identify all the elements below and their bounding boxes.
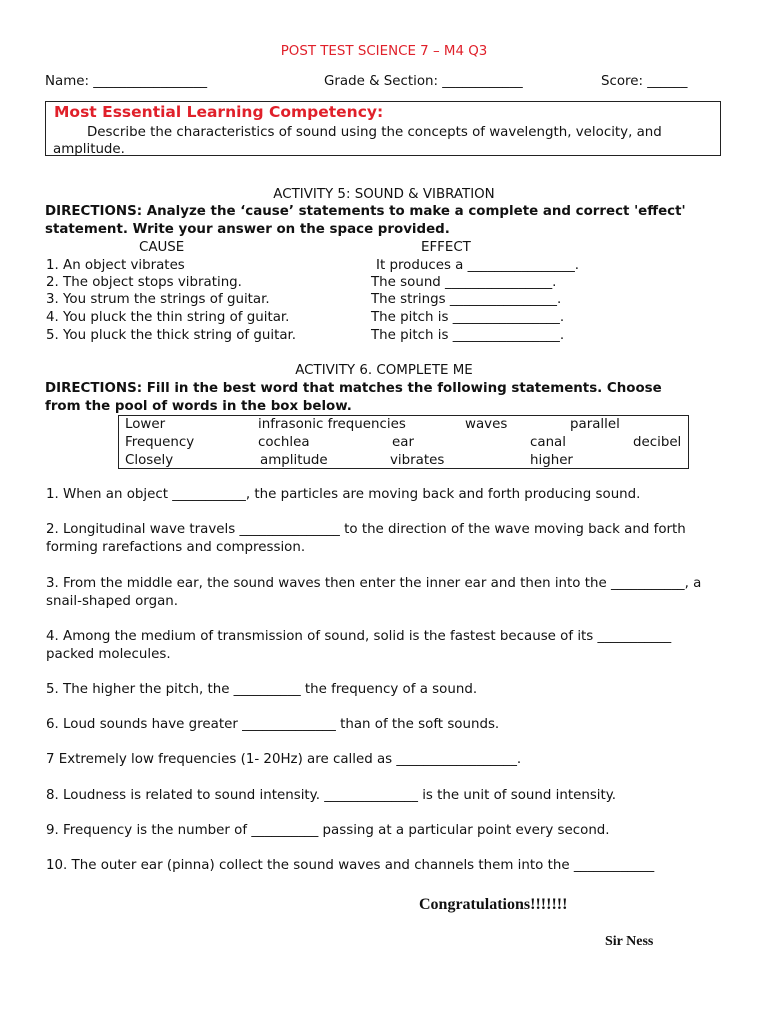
signature: Sir Ness xyxy=(605,934,654,949)
cause-5: 5. You pluck the thick string of guitar. xyxy=(46,328,297,343)
word-waves: waves xyxy=(465,417,508,432)
activity5-directions-line2: statement. Write your answer on the space provided. xyxy=(45,222,450,237)
congratulations-text: Congratulations!!!!!!! xyxy=(419,896,568,913)
activity5-directions-line1: DIRECTIONS: Analyze the ‘cause’ statements to make a complete and correct 'effect' xyxy=(45,204,686,219)
page-title: POST TEST SCIENCE 7 – M4 Q3 xyxy=(280,44,488,59)
word-infrasonic-frequencies: infrasonic frequencies xyxy=(258,417,406,432)
question-5[interactable]: 5. The higher the pitch, the __________ the frequency of a sound. xyxy=(46,682,478,697)
word-closely: Closely xyxy=(125,453,174,468)
cause-4: 4. You pluck the thin string of guitar. xyxy=(46,310,290,325)
activity6-title: ACTIVITY 6. COMPLETE ME xyxy=(295,363,473,378)
word-ear: ear xyxy=(392,435,414,450)
activity5-title: ACTIVITY 5: SOUND & VIBRATION xyxy=(273,187,495,202)
activity6-directions-line1: DIRECTIONS: Fill in the best word that matches the following statements. Choose xyxy=(45,381,662,396)
cause-header: CAUSE xyxy=(139,240,185,255)
question-6[interactable]: 6. Loud sounds have greater ______________ than of the soft sounds. xyxy=(46,717,500,732)
word-frequency: Frequency xyxy=(125,435,195,450)
cause-3: 3. You strum the strings of guitar. xyxy=(46,292,270,307)
cause-2: 2. The object stops vibrating. xyxy=(46,275,242,290)
word-amplitude: amplitude xyxy=(260,453,328,468)
question-7[interactable]: 7 Extremely low frequencies (1- 20Hz) are called as __________________. xyxy=(46,752,522,767)
word-decibel: decibel xyxy=(633,435,682,450)
question-4[interactable]: 4. Among the medium of transmission of sound, solid is the fastest because of its ___________ packed molecules. xyxy=(46,629,672,662)
activity6-directions-line2: from the pool of words in the box below. xyxy=(45,399,352,414)
score-field[interactable]: Score: ______ xyxy=(601,74,688,89)
effect-1[interactable]: It produces a ________________. xyxy=(376,258,580,273)
question-3[interactable]: 3. From the middle ear, the sound waves then enter the inner ear and then into the ___________, a snail-shaped organ. xyxy=(46,576,702,609)
effect-4[interactable]: The pitch is ________________. xyxy=(371,310,565,325)
grade-section-field[interactable]: Grade & Section: ____________ xyxy=(324,74,523,89)
word-vibrates: vibrates xyxy=(390,453,445,468)
question-8[interactable]: 8. Loudness is related to sound intensity. ______________ is the unit of sound intensity. xyxy=(46,788,617,803)
cause-1: 1. An object vibrates xyxy=(46,258,185,273)
mel-box xyxy=(45,101,721,156)
effect-5[interactable]: The pitch is ________________. xyxy=(371,328,565,343)
question-2[interactable]: 2. Longitudinal wave travels _______________ to the direction of the wave moving back and forth forming rarefactions and compression. xyxy=(46,522,686,555)
word-cochlea: cochlea xyxy=(258,435,310,450)
question-9[interactable]: 9. Frequency is the number of __________ passing at a particular point every second. xyxy=(46,823,610,838)
word-parallel: parallel xyxy=(570,417,620,432)
word-higher: higher xyxy=(530,453,573,468)
effect-header: EFFECT xyxy=(421,240,471,255)
mel-text: Describe the characteristics of sound using the concepts of wavelength, velocity, and amplitude. xyxy=(53,125,662,157)
question-1[interactable]: 1. When an object ___________, the particles are moving back and forth producing sound. xyxy=(46,487,641,502)
name-field[interactable]: Name: _________________ xyxy=(45,74,208,89)
word-lower: Lower xyxy=(125,417,166,432)
effect-2[interactable]: The sound ________________. xyxy=(371,275,557,290)
effect-3[interactable]: The strings ________________. xyxy=(371,292,562,307)
word-canal: canal xyxy=(530,435,566,450)
mel-title: Most Essential Learning Competency: xyxy=(54,103,384,121)
question-10[interactable]: 10. The outer ear (pinna) collect the sound waves and channels them into the ____________ xyxy=(46,858,655,873)
